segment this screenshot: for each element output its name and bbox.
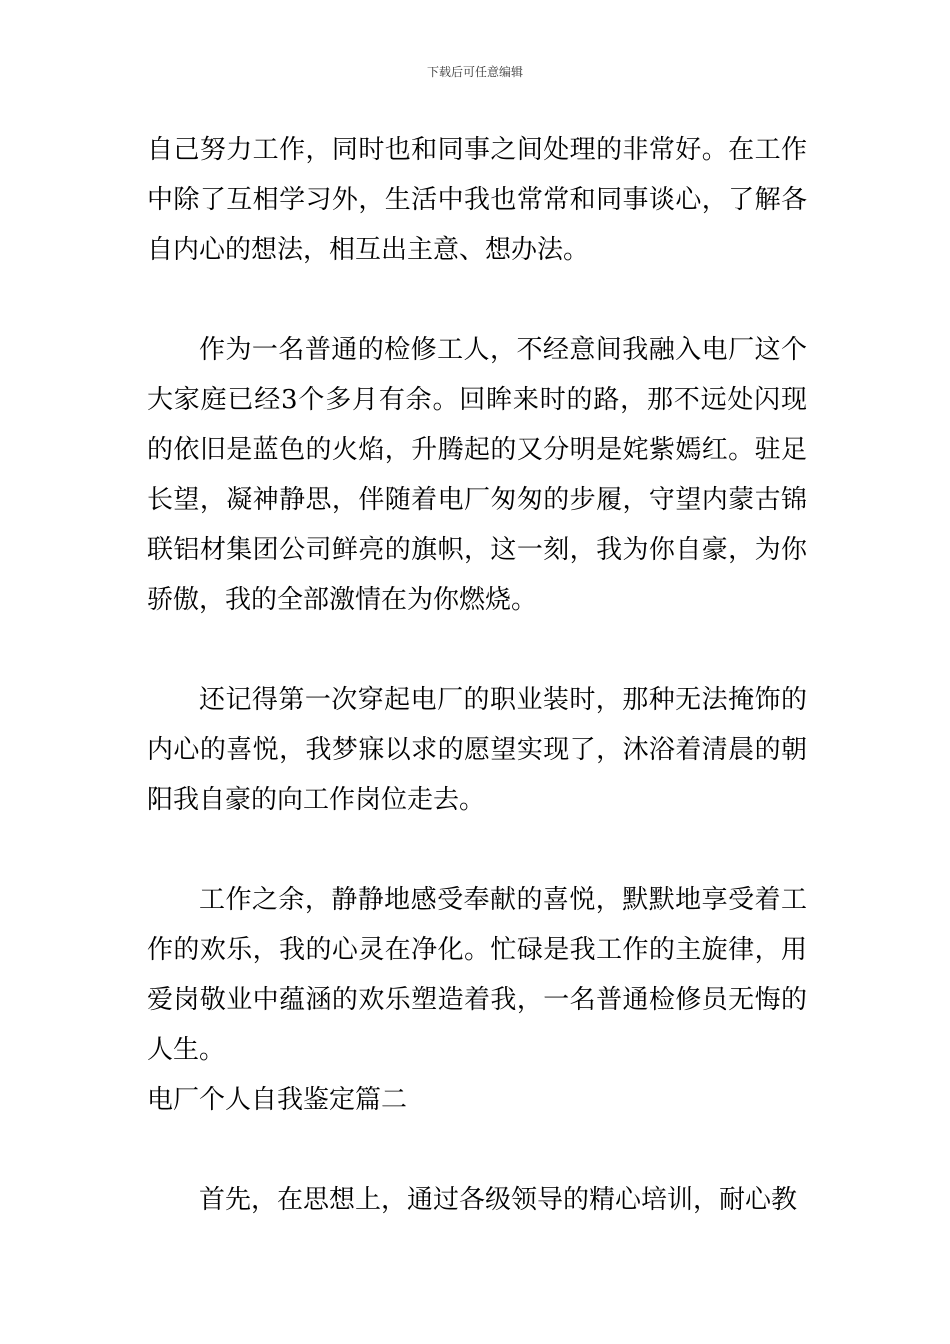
- document-body: [147, 125, 807, 1225]
- paragraph-first-uniform: 还记得第一次穿起电厂的职业装时，那种无法掩饰的内心的喜悦，我梦寐以求的愿望实现了，沐浴着清晨的朝阳我自豪的向工作岗位走去。: [147, 685, 807, 815]
- paragraph-section-two-start: 首先，在思想上，通过各级领导的精心培训，耐心教: [199, 1185, 798, 1215]
- section-heading: 电厂个人自我鉴定篇二: [147, 1085, 408, 1115]
- paragraph-maintenance-worker: 作为一名普通的检修工人，不经意间我融入电厂这个大家庭已经3个多月有余。回眸来时的路，那不远处闪现的依旧是蓝色的火焰，升腾起的又分明是姹紫嫣红。驻足长望，凝神静思，伴随着电厂匆匆的步履，守望内蒙古锦联铝材集团公司鲜亮的旗帜，这一刻，我为你自豪，为你骄傲，我的全部激情在为你燃烧。: [147, 335, 807, 615]
- paragraph-after-work: 工作之余，静静地感受奉献的喜悦，默默地享受着工作的欢乐，我的心灵在净化。忙碌是我工作的主旋律，用爱岗敬业中蕴涵的欢乐塑造着我，一名普通检修员无悔的人生。: [147, 885, 807, 1065]
- paragraph-continuation: 自己努力工作，同时也和同事之间处理的非常好。在工作中除了互相学习外，生活中我也常常和同事谈心，了解各自内心的想法，相互出主意、想办法。: [147, 135, 807, 265]
- page-header: 下载后可任意编辑: [426, 65, 523, 79]
